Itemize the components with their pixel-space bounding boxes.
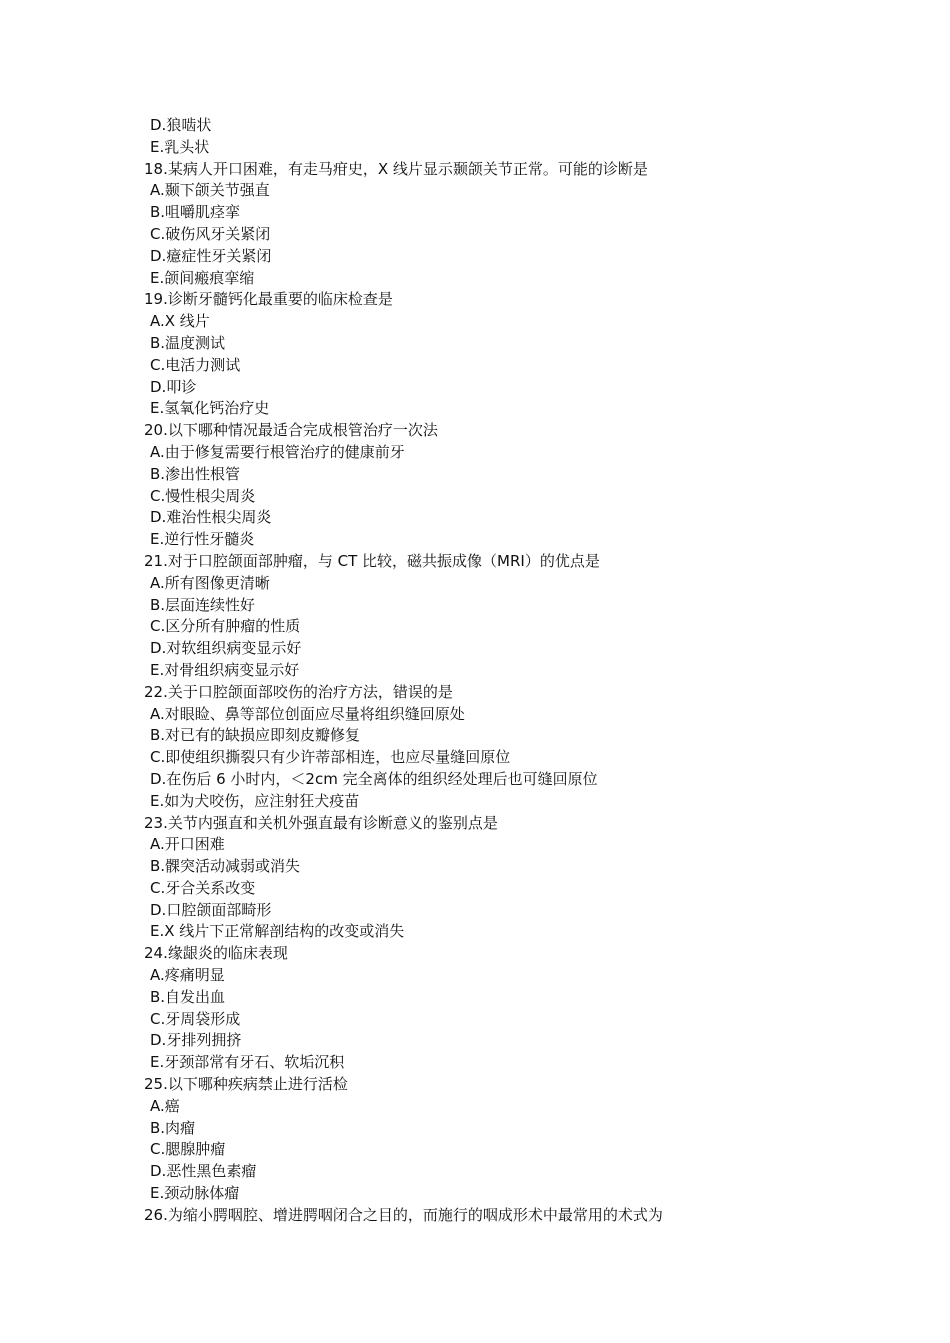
question-text: 22.关于口腔颌面部咬伤的治疗方法，错误的是 bbox=[144, 682, 453, 701]
answer-option: C.电活力测试 bbox=[150, 355, 241, 374]
answer-option: B.肉瘤 bbox=[150, 1118, 196, 1137]
answer-option: E.颈动脉体瘤 bbox=[150, 1184, 240, 1203]
answer-option: D.癔症性牙关紧闭 bbox=[150, 246, 272, 265]
answer-option: C.即使组织撕裂只有少许蒂部相连，也应尽量缝回原位 bbox=[150, 748, 511, 767]
answer-option: D.难治性根尖周炎 bbox=[150, 508, 272, 527]
question-text: 26.为缩小腭咽腔、增进腭咽闭合之目的，而施行的咽成形术中最常用的术式为 bbox=[144, 1205, 663, 1224]
answer-option: B.渗出性根管 bbox=[150, 464, 241, 483]
question-text: 18.某病人开口困难，有走马疳史，X 线片显示颞颌关节正常。可能的诊断是 bbox=[144, 159, 648, 178]
answer-option: E.牙颈部常有牙石、软垢沉积 bbox=[150, 1053, 345, 1072]
answer-option: B.自发出血 bbox=[150, 987, 226, 1006]
answer-option: D.叩诊 bbox=[150, 377, 197, 396]
answer-option: B.层面连续性好 bbox=[150, 595, 256, 614]
answer-option: A.所有图像更清晰 bbox=[150, 573, 270, 592]
answer-option: A.对眼睑、鼻等部位创面应尽量将组织缝回原处 bbox=[150, 704, 465, 723]
answer-option: B.咀嚼肌痉挛 bbox=[150, 203, 241, 222]
answer-option: C.牙周袋形成 bbox=[150, 1009, 241, 1028]
answer-option: E.氢氧化钙治疗史 bbox=[150, 399, 270, 418]
document-page bbox=[144, 115, 904, 1227]
question-text: 19.诊断牙髓钙化最重要的临床检查是 bbox=[144, 290, 393, 309]
answer-option: B.温度测试 bbox=[150, 333, 226, 352]
answer-option: A.疼痛明显 bbox=[150, 966, 225, 985]
answer-option: E.乳头状 bbox=[150, 137, 210, 156]
answer-option: E.颌间瘢痕挛缩 bbox=[150, 268, 255, 287]
answer-option: D.恶性黑色素瘤 bbox=[150, 1162, 257, 1181]
answer-option: C.区分所有肿瘤的性质 bbox=[150, 617, 301, 636]
answer-option: A.由于修复需要行根管治疗的健康前牙 bbox=[150, 442, 405, 461]
answer-option: D.对软组织病变显示好 bbox=[150, 639, 302, 658]
answer-option: D.口腔颌面部畸形 bbox=[150, 900, 272, 919]
answer-option: C.慢性根尖周炎 bbox=[150, 486, 256, 505]
question-text: 24.缘龈炎的临床表现 bbox=[144, 944, 288, 963]
answer-option: E.X 线片下正常解剖结构的改变或消失 bbox=[150, 922, 405, 941]
answer-option: D.在伤后 6 小时内，＜2cm 完全离体的组织经处理后也可缝回原位 bbox=[150, 769, 598, 788]
answer-option: E.如为犬咬伤，应注射狂犬疫苗 bbox=[150, 791, 360, 810]
answer-option: E.对骨组织病变显示好 bbox=[150, 660, 300, 679]
answer-option: B.髁突活动减弱或消失 bbox=[150, 857, 301, 876]
answer-option: A.癌 bbox=[150, 1096, 180, 1115]
answer-option: A.颞下颌关节强直 bbox=[150, 181, 270, 200]
answer-option: C.破伤风牙关紧闭 bbox=[150, 224, 271, 243]
question-text: 25.以下哪种疾病禁止进行活检 bbox=[144, 1075, 348, 1094]
answer-option: E.逆行性牙髓炎 bbox=[150, 530, 255, 549]
answer-option: A.X 线片 bbox=[150, 312, 210, 331]
question-text: 23.关节内强直和关机外强直最有诊断意义的鉴别点是 bbox=[144, 813, 498, 832]
question-text: 20.以下哪种情况最适合完成根管治疗一次法 bbox=[144, 421, 438, 440]
answer-option: D.牙排列拥挤 bbox=[150, 1031, 242, 1050]
answer-option: D.狼啮状 bbox=[150, 116, 212, 134]
answer-option: A.开口困难 bbox=[150, 835, 225, 854]
answer-option: B.对已有的缺损应即刻皮瓣修复 bbox=[150, 726, 361, 745]
answer-option: C.腮腺肿瘤 bbox=[150, 1140, 226, 1159]
question-text: 21.对于口腔颌面部肿瘤，与 CT 比较，磁共振成像（MRI）的优点是 bbox=[144, 551, 600, 570]
answer-option: C.牙合关系改变 bbox=[150, 878, 256, 897]
